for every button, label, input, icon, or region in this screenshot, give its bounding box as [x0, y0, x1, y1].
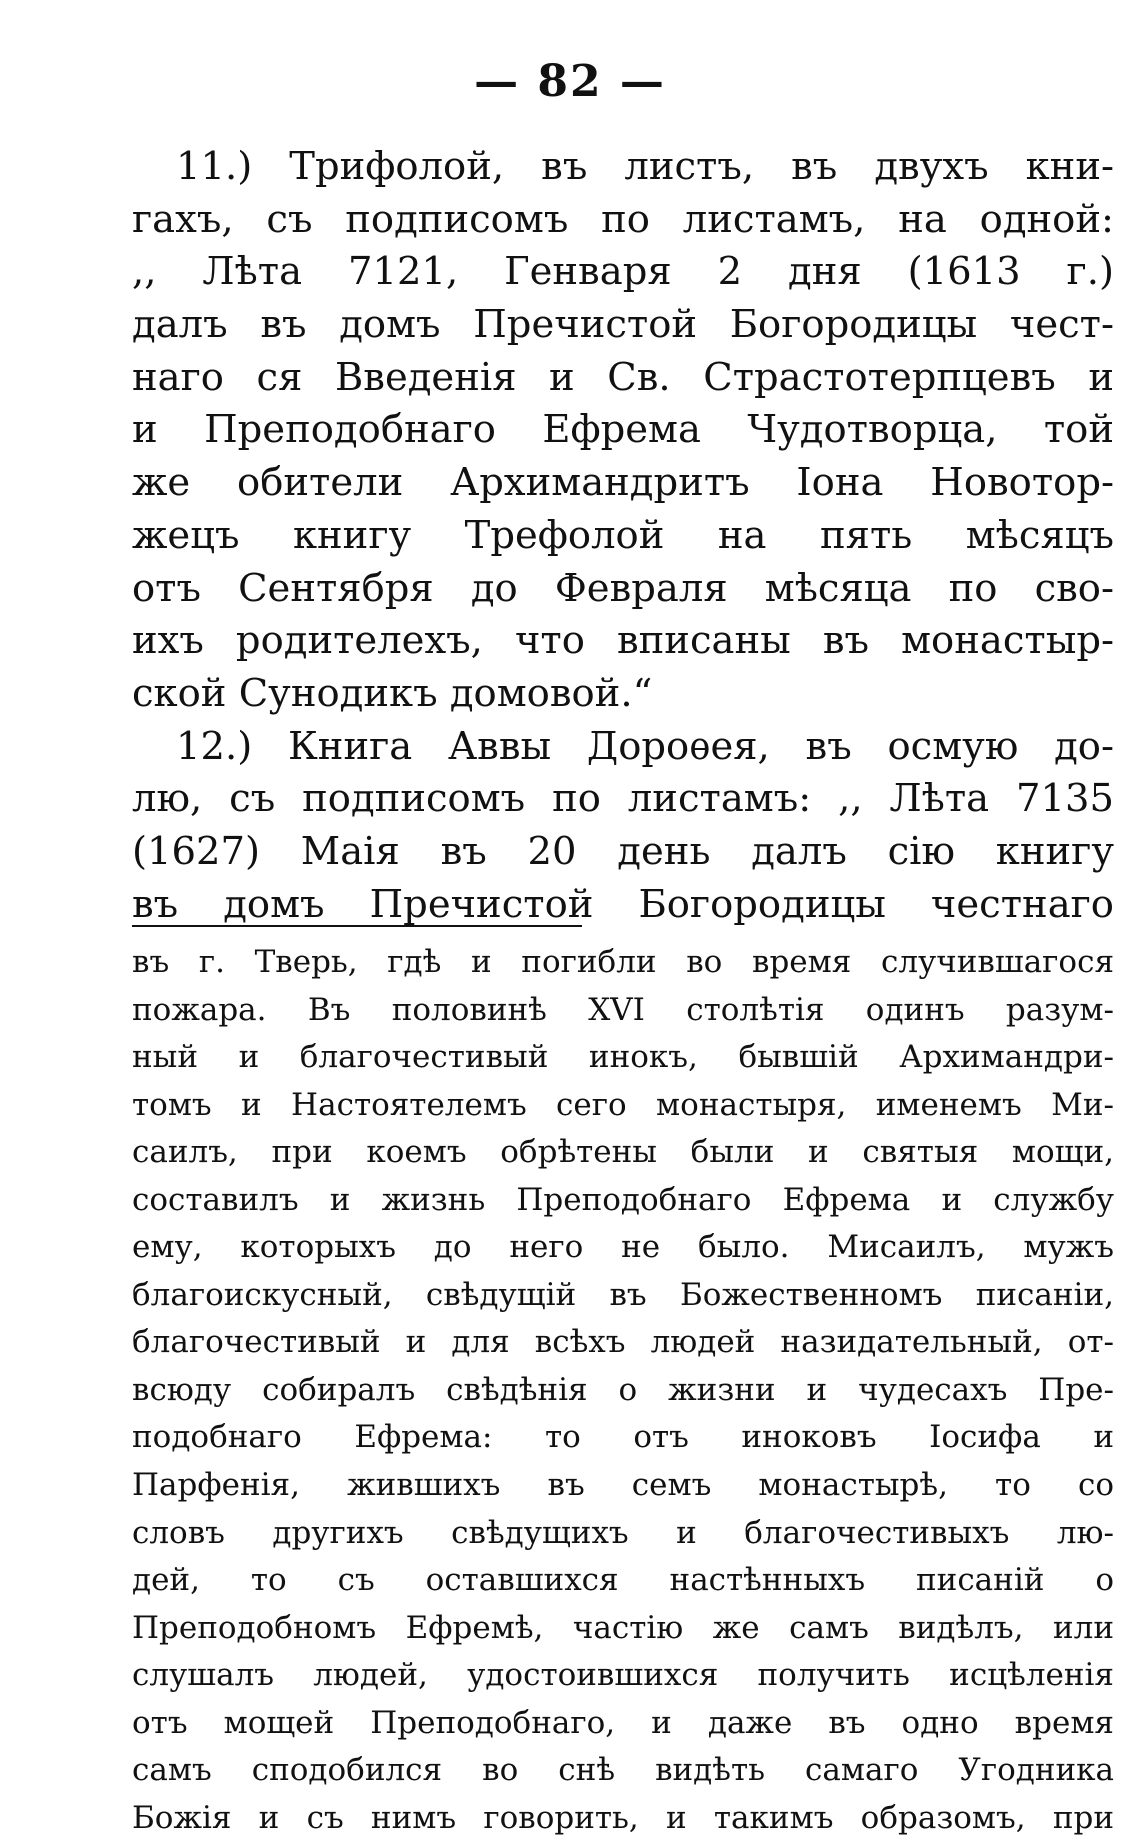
main-line: жецъ книгу Трефолой на пять мѣсяцъ: [132, 512, 1114, 558]
main-line: и Преподобнаго Ефрема Чудотворца, той: [132, 407, 1114, 453]
footnote-line: подобнаго Ефрема: то отъ иноковъ Іосифа и: [132, 1419, 1114, 1456]
footnote-line: словъ другихъ свѣдущихъ и благочестивыхъ лю-: [132, 1514, 1114, 1551]
footnote-line: ему, которыхъ до него не было. Мисаилъ, мужъ: [132, 1229, 1114, 1266]
main-line: лю, съ подписомъ по листамъ: ,, Лѣта 7135: [132, 776, 1114, 822]
main-line: отъ Сентября до Февраля мѣсяца по сво-: [132, 565, 1114, 611]
footnote-line: слушалъ людей, удостоившихся получить исцѣленія: [132, 1657, 1114, 1694]
main-line: ихъ родителехъ, что вписаны въ монастыр-: [132, 618, 1114, 664]
main-line: ,, Лѣта 7121, Генваря 2 дня (1613 г.): [132, 249, 1114, 295]
main-line: 12.) Книга Аввы Дороѳея, въ осмую до-: [176, 723, 1114, 769]
footnote-line: въ г. Тверь, гдѣ и погибли во время случившагося: [132, 944, 1114, 980]
main-line: далъ въ домъ Пречистой Богородицы чест-: [132, 302, 1114, 348]
main-line: гахъ, съ подписомъ по листамъ, на одной:: [132, 196, 1114, 242]
footnote-line: дей, то съ оставшихся настѣнныхъ писаній о: [132, 1562, 1114, 1599]
footnote-line: томъ и Настоятелемъ сего монастыря, именемъ Ми-: [132, 1086, 1114, 1123]
footnote-line: пожара. Въ половинѣ XVI столѣтія одинъ разум-: [132, 991, 1114, 1028]
footnote-line: саилъ, при коемъ обрѣтены были и святыя мощи,: [132, 1134, 1114, 1171]
page-number: — 82 —: [474, 56, 666, 107]
main-line: 11.) Трифолой, въ листъ, въ двухъ кни-: [176, 144, 1114, 189]
footnote-line: благоискусный, свѣдущій въ Божественномъ писаніи,: [132, 1276, 1114, 1313]
main-text: [132, 141, 1114, 931]
footnote-line: самъ сподобился во снѣ видѣть самаго Угодника: [132, 1752, 1114, 1789]
footnote-line: Парфенія, жившихъ въ семъ монастырѣ, то со: [132, 1467, 1114, 1504]
footnote-divider: [132, 925, 582, 927]
footnote-line: составилъ и жизнь Преподобнаго Ефрема и службу: [132, 1181, 1114, 1218]
footnote-line: отъ мощей Преподобнаго, и даже въ одно время: [132, 1704, 1114, 1741]
footnote-text: [132, 939, 1114, 1842]
footnote-line: ный и благочестивый инокъ, бывшій Архимандри-: [132, 1039, 1114, 1076]
footnote-line: Преподобномъ Ефремѣ, частію же самъ видѣлъ, или: [132, 1609, 1114, 1646]
footnote-line: всюду собиралъ свѣдѣнія о жизни и чудесахъ Пре-: [132, 1371, 1114, 1408]
main-line: (1627) Маія въ 20 день далъ сію книгу: [132, 828, 1114, 874]
footnote-line: Божія и съ нимъ говорить, и такимъ образомъ, при: [132, 1799, 1114, 1836]
main-line: наго ся Введенія и Св. Страстотерпцевъ и: [132, 354, 1114, 400]
main-line: же обители Архимандритъ Іона Новотор-: [132, 460, 1114, 506]
main-line: въ домъ Пречистой Богородицы честнаго: [132, 881, 1114, 927]
footnote-line: благочестивый и для всѣхъ людей назидательный, от-: [132, 1324, 1114, 1361]
main-line: ской Сунодикъ домовой.“: [132, 670, 653, 716]
